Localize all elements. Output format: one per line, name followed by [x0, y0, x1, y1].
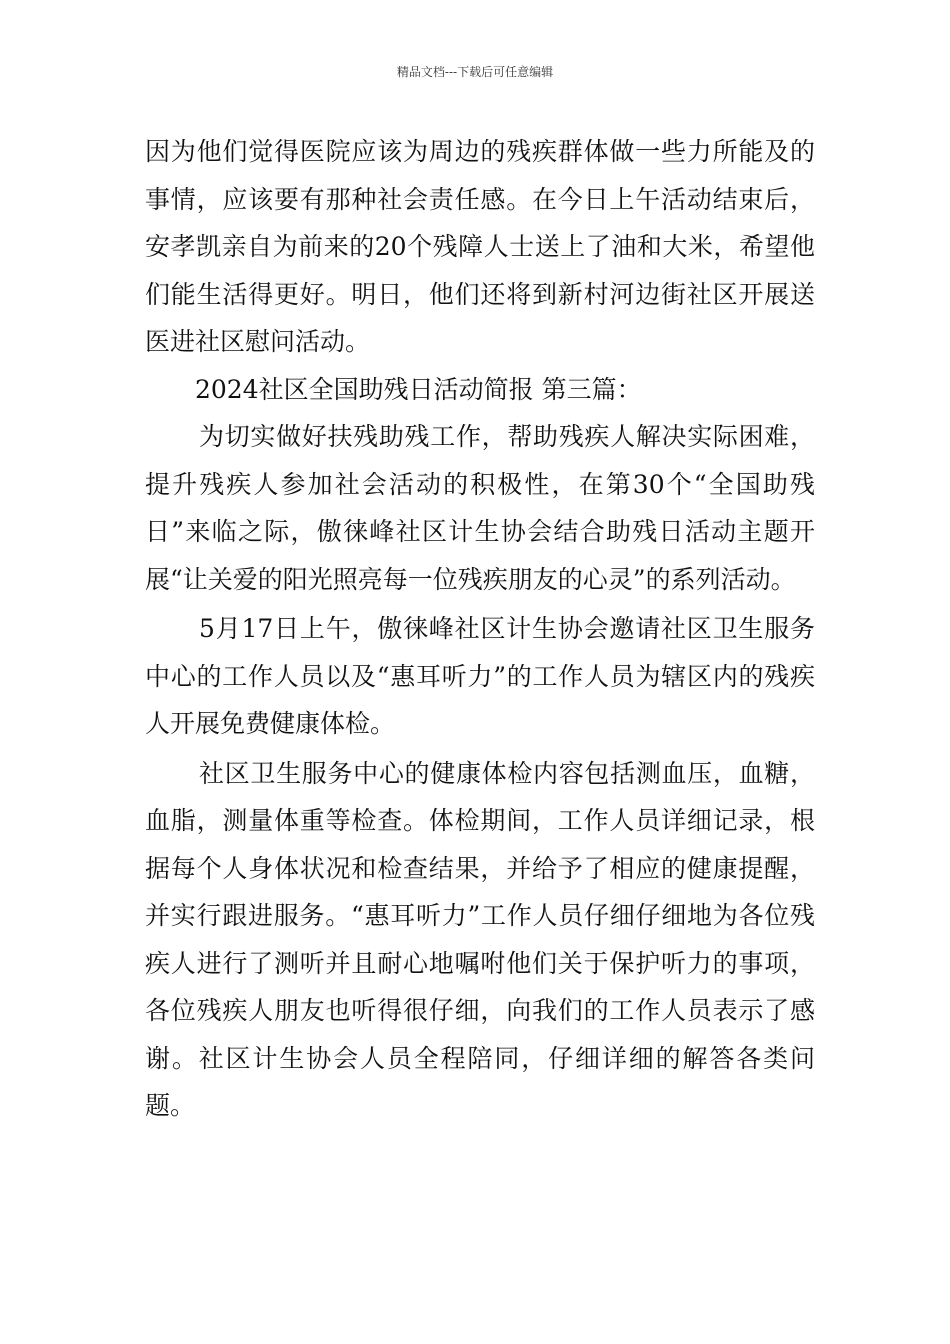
document-body	[145, 128, 815, 1130]
paragraph-continuation: 因为他们觉得医院应该为周边的残疾群体做一些力所能及的事情，应该要有那种社会责任感。在今日上午活动结束后，安孝凯亲自为前来的20个残障人士送上了油和大米，希望他们能生活得更好。明日，他们还将到新村河边街社区开展送医进社区慰问活动。	[145, 137, 815, 356]
paragraph-checkup: 社区卫生服务中心的健康体检内容包括测血压，血糖，血脂，测量体重等检查。体检期间，工作人员详细记录，根据每个人身体状况和检查结果，并给予了相应的健康提醒，并实行跟进服务。“惠耳听力”工作人员仔细仔细地为各位残疾人进行了测听并且耐心地嘱咐他们关于保护听力的事项，各位残疾人朋友也听得很仔细，向我们的工作人员表示了感谢。社区计生协会人员全程陪同，仔细详细的解答各类问题。	[145, 758, 815, 1120]
section-heading: 2024社区全国助残日活动简报 第三篇：	[195, 374, 642, 404]
page-header: 精品文档---下载后可任意编辑	[396, 65, 554, 79]
paragraph-intro: 为切实做好扶残助残工作，帮助残疾人解决实际困难，提升残疾人参加社会活动的积极性，在第30个“全国助残日”来临之际，傲徕峰社区计生协会结合助残日活动主题开展“让关爱的阳光照亮每一位残疾朋友的心灵”的系列活动。	[145, 422, 815, 594]
paragraph-event: 5月17日上午，傲徕峰社区计生协会邀请社区卫生服务中心的工作人员以及“惠耳听力”的工作人员为辖区内的残疾人开展免费健康体检。	[145, 614, 815, 738]
